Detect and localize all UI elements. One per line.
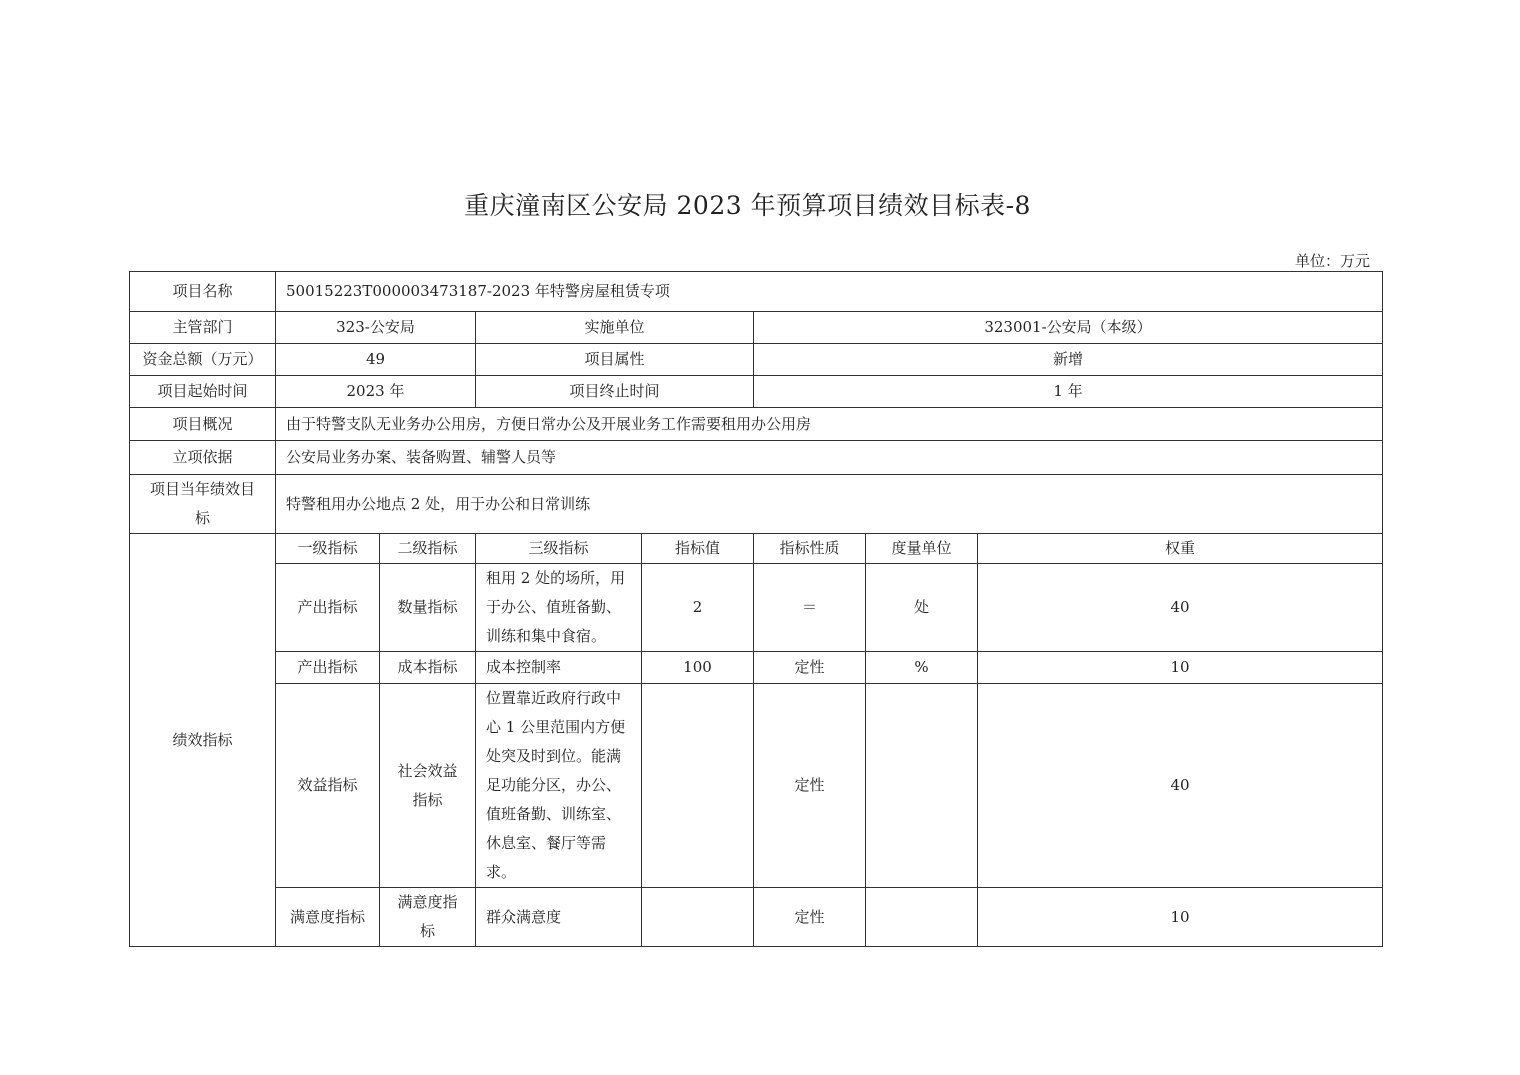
attr-value: 新增 [754,344,1383,376]
row3-weight: 40 [978,684,1383,888]
row4-l1: 满意度指标 [276,888,380,947]
header-l2: 二级指标 [380,534,476,564]
end-label: 项目终止时间 [476,376,754,408]
row2-l2: 成本指标 [380,652,476,684]
header-weight: 权重 [978,534,1383,564]
header-l3: 三级指标 [476,534,642,564]
table-row [130,564,1383,652]
indicators-section-label: 绩效指标 [130,534,276,947]
row2-unit: % [866,652,978,684]
header-l1: 一级指标 [276,534,380,564]
row4-value [642,888,754,947]
overview-value: 由于特警支队无业务办公用房，方便日常办公及开展业务工作需要租用办公用房 [276,408,1383,441]
header-unit: 度量单位 [866,534,978,564]
row4-l3: 群众满意度 [476,888,642,947]
header-nature: 指标性质 [754,534,866,564]
row4-weight: 10 [978,888,1383,947]
row2-value: 100 [642,652,754,684]
row2-weight: 10 [978,652,1383,684]
row1-weight: 40 [978,564,1383,652]
row2-l1: 产出指标 [276,652,380,684]
row3-l3: 位置靠近政府行政中心 1 公里范围内方便处突及时到位。能满足功能分区，办公、值班备勤、训练室、休息室、餐厅等需求。 [476,684,642,888]
project-name-label: 项目名称 [130,272,276,312]
project-name-value: 50015223T000003473187-2023 年特警房屋租赁专项 [276,272,1383,312]
table-row [130,312,1383,344]
row3-value [642,684,754,888]
row4-nature: 定性 [754,888,866,947]
row1-value: 2 [642,564,754,652]
impl-label: 实施单位 [476,312,754,344]
table-row [130,344,1383,376]
dept-value: 323-公安局 [276,312,476,344]
row1-l1: 产出指标 [276,564,380,652]
table-row [130,272,1383,312]
table-row [130,376,1383,408]
row3-nature: 定性 [754,684,866,888]
performance-target-table [129,271,1383,947]
impl-value: 323001-公安局（本级） [754,312,1383,344]
basis-value: 公安局业务办案、装备购置、辅警人员等 [276,441,1383,475]
row4-l2: 满意度指标 [380,888,476,947]
row3-l1: 效益指标 [276,684,380,888]
row2-l3: 成本控制率 [476,652,642,684]
attr-label: 项目属性 [476,344,754,376]
row1-unit: 处 [866,564,978,652]
fund-value: 49 [276,344,476,376]
table-row [130,888,1383,947]
table-row [130,408,1383,441]
table-row [130,652,1383,684]
table-row [130,684,1383,888]
header-value: 指标值 [642,534,754,564]
unit-label: 单位：万元 [1294,252,1370,270]
page-title: 重庆潼南区公安局 2023 年预算项目绩效目标表-8 [464,191,1031,220]
fund-label: 资金总额（万元） [130,344,276,376]
row1-l2: 数量指标 [380,564,476,652]
start-label: 项目起始时间 [130,376,276,408]
row1-l3: 租用 2 处的场所，用于办公、值班备勤、训练和集中食宿。 [476,564,642,652]
goal-label: 项目当年绩效目标 [130,475,276,534]
table-row [130,441,1383,475]
goal-value: 特警租用办公地点 2 处，用于办公和日常训练 [276,475,1383,534]
row2-nature: 定性 [754,652,866,684]
table-row [130,534,1383,564]
end-value: 1 年 [754,376,1383,408]
row3-unit [866,684,978,888]
row1-nature: ＝ [754,564,866,652]
dept-label: 主管部门 [130,312,276,344]
start-value: 2023 年 [276,376,476,408]
basis-label: 立项依据 [130,441,276,475]
row4-unit [866,888,978,947]
overview-label: 项目概况 [130,408,276,441]
row3-l2: 社会效益指标 [380,684,476,888]
table-row [130,475,1383,534]
